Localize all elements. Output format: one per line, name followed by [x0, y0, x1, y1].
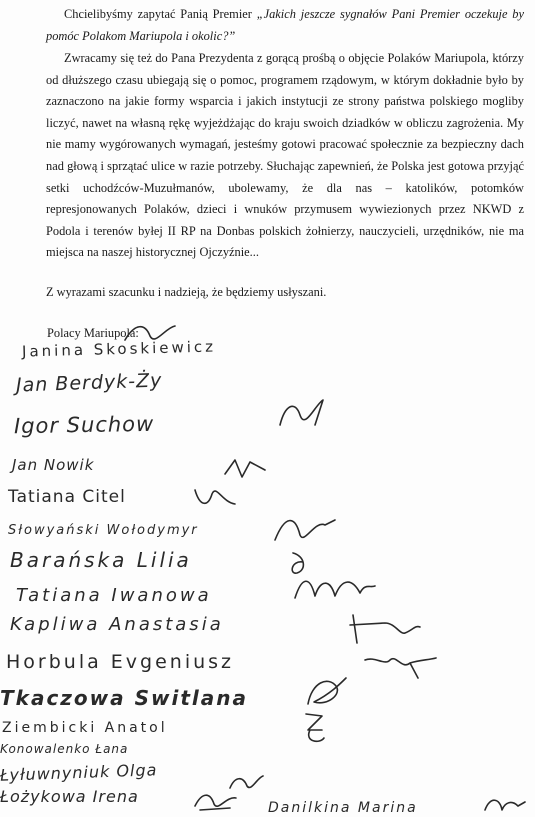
signature-scribble — [270, 510, 340, 550]
signature-name: Igor Suchow — [13, 411, 155, 439]
letter-paragraph-appeal: Zwracamy się też do Pana Prezydenta z gorącą prośbą o objęcie Polaków Mariupola, którzy od dłuższego czasu ubiegają się o pomoc, programem rządowym, w którym dokładnie było by zaznaczono na jakie formy wsparcia i jakich instytucji ze strony państwa polskiego mogliby liczyć, nawet na własną rękę wyjeżdżając do kraju swoich dziadków w obliczu zagrożenia. My nie mamy wygórowanych wymagań, jesteśmy gotowi pracować społecznie za bezpieczny dach nad głową i sprzątać ulice w razie potrzeby. Słuchając zapewnień, że Polska jest gotowa przyjąć setki uchodźców-Muzułmanów, ubolewamy, że dla nas – katolików, potomków represjonowanych Polaków, dzieci i wnuków przymusem wywiezionych przez NKWD z Podola i terenów byłej II RP na Donbas polskich żołnierzy, nauczycieli, urzędników, nie ma miejsca na naszej historycznej Ojczyźnie... — [46, 51, 524, 260]
signature-name: Łyłuwnyniuk Olga — [0, 760, 158, 785]
signature-scribble — [345, 605, 425, 650]
signature-name: Ziembicki Anatol — [2, 720, 168, 736]
signature-name: Danilkina Marina — [268, 800, 418, 816]
signature-name: Tatiana Citel — [8, 487, 126, 507]
signature-scribble — [220, 452, 270, 482]
letter-paragraph-question — [46, 4, 524, 47]
signature-scribble — [190, 482, 240, 512]
signature-name: Słowyański Wołodymyr — [8, 523, 199, 538]
signature-scribble — [290, 568, 380, 608]
signature-scribble — [360, 648, 440, 683]
question-quote: „Jakich jeszcze sygnałów Pani Premier oczekuje by pomóc Polakom Mariupola i okolic?” — [46, 7, 524, 43]
signature-scribble — [300, 672, 350, 712]
signature-scribble — [300, 708, 330, 748]
signature-scribble — [120, 318, 180, 348]
signature-name: Jan Berdyk-Ży — [15, 369, 163, 397]
signature-name: Konowalenko Łana — [0, 742, 129, 756]
signature-name: Tatiana Iwanowa — [16, 585, 212, 606]
question-intro: Chcielibyśmy zapytać Panią Premier — [64, 7, 257, 21]
signature-name: Horbula Evgeniusz — [6, 651, 235, 673]
signature-name: Janina Skoskiewicz — [21, 337, 217, 361]
letter-closing: Z wyrazami szacunku i nadzieją, że będziemy usłyszani. — [46, 285, 327, 299]
signature-name: Jan Nowik — [12, 456, 95, 474]
signature-scribble — [480, 792, 530, 817]
signature-scribble — [190, 786, 240, 816]
signature-name: Tkaczowa Switlana — [0, 686, 248, 710]
signatures-heading: Polacy Mariupola: — [47, 326, 139, 340]
signature-name: Barańska Lilia — [10, 548, 192, 572]
signature-name: Łożykowa Irena — [0, 787, 139, 806]
signature-scribble — [275, 395, 335, 435]
signature-name: Kapliwa Anastasia — [10, 614, 224, 635]
